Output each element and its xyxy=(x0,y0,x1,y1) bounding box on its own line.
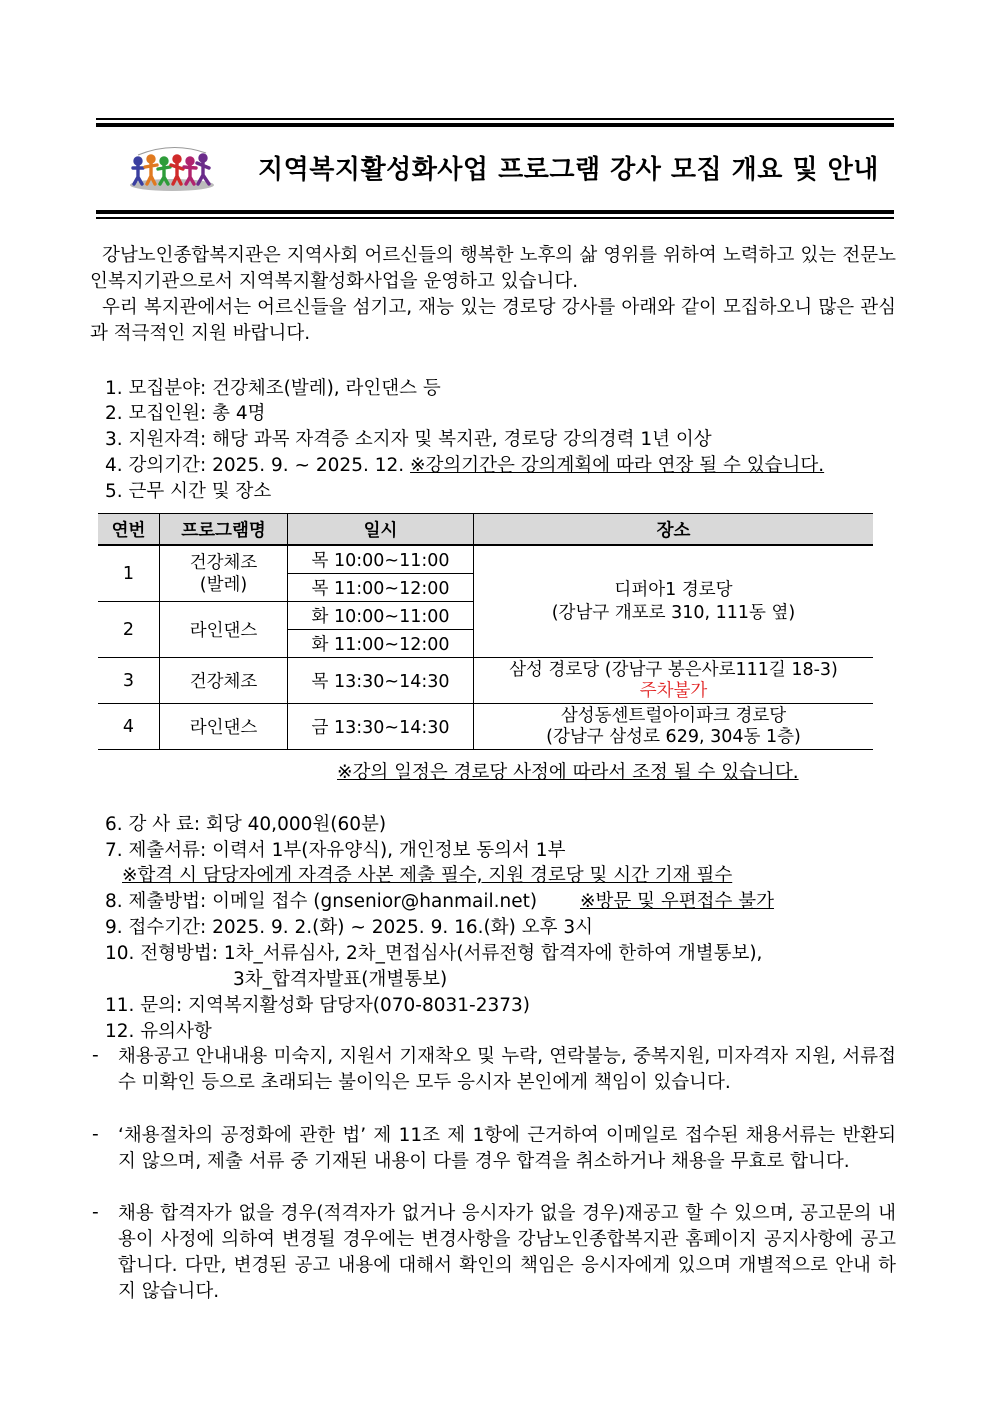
item-3: 3. 지원자격: 해당 과목 자격증 소지자 및 복지관, 경로당 강의경력 1년 이상 xyxy=(105,429,712,450)
item-8 xyxy=(105,889,537,914)
row-4-program: 라인댄스 xyxy=(160,704,288,750)
item-10: 10. 전형방법: 1차_서류심사, 2차_면접심사(서류전형 합격자에 한하여 개별통보), xyxy=(105,943,763,964)
page-title: 지역복지활성화사업 프로그램 강사 모집 개요 및 안내 xyxy=(258,155,879,185)
item-11: 11. 문의: 지역복지활성화 담당자(070-8031-2373) xyxy=(105,995,531,1016)
row-3-place-address: 삼성 경로당 (강남구 봉은사로111길 18-3) xyxy=(509,659,838,680)
col-header-no: 연번 xyxy=(98,514,160,546)
col-header-program: 프로그램명 xyxy=(160,514,288,546)
schedule-table xyxy=(98,513,873,750)
item-4-note: ※강의기간은 강의계획에 따라 연장 될 수 있습니다. xyxy=(410,455,825,476)
item-7: 7. 제출서류: 이력서 1부(자유양식), 개인정보 동의서 1부 xyxy=(105,840,566,861)
notice-3: 채용 합격자가 없을 경우(적격자가 없거나 응시자가 없을 경우)재공고 할 수 있으며, 공고문의 내용이 사정에 의하여 변경될 경우에는 변경사항을 강남노인종합복지관 홈페이지 공지사항에 공고 합니다. 다만, 변경된 공고 내용에 대해서 확인의 책임은 응시자에게 있으며 개별적으로 안내 하지 않습니다. xyxy=(118,1203,896,1302)
item-10-cont: 3차_합격자발표(개별통보) xyxy=(233,969,448,990)
item-8-note: ※방문 및 우편접수 불가 xyxy=(580,891,774,912)
intro-section xyxy=(90,243,896,347)
email-link[interactable]: gnsenior@hanmail.net xyxy=(320,891,530,912)
row-2-program: 라인댄스 xyxy=(160,602,288,658)
row-1-time-1: 목 10:00~11:00 xyxy=(288,545,474,574)
item-2: 2. 모집인원: 총 4명 xyxy=(105,403,266,424)
table-row xyxy=(98,704,873,750)
item-12: 12. 유의사항 xyxy=(105,1021,212,1042)
notice-2: ‘채용절차의 공정화에 관한 법’ 제 11조 제 1항에 근거하여 이메일로 접수된 채용서류는 반환되지 않으며, 제출 서류 중 기재된 내용이 다를 경우 합격을 취소하거나 채용을 무효로 합니다. xyxy=(118,1125,896,1172)
table-row xyxy=(98,658,873,704)
row-3-program: 건강체조 xyxy=(160,658,288,704)
row-4-no: 4 xyxy=(98,704,160,750)
row-1-time-2: 목 11:00~12:00 xyxy=(288,574,474,602)
row-1-2-place: 디퍼아1 경로당 (강남구 개포로 310, 111동 옆) xyxy=(474,545,874,658)
item-6: 6. 강 사 료: 회당 40,000원(60분) xyxy=(105,814,387,835)
table-row xyxy=(98,545,873,574)
notice-1: 채용공고 안내내용 미숙지, 지원서 기재착오 및 누락, 연락불능, 중복지원, 미자격자 지원, 서류접수 미확인 등으로 초래되는 불이익은 모두 응시자 본인에게 책임이 있습니다. xyxy=(118,1046,896,1093)
header-bottom-rule-thick xyxy=(96,210,894,214)
intro-paragraph-2: 우리 복지관에서는 어르신들을 섬기고, 재능 있는 경로당 강사를 아래와 같이 모집하오니 많은 관심과 적극적인 지원 바랍니다. xyxy=(90,297,896,344)
row-3-time: 목 13:30~14:30 xyxy=(288,658,474,704)
organization-logo xyxy=(126,141,218,193)
row-1-program: 건강체조 (발레) xyxy=(160,545,288,602)
notice-3-dash: - xyxy=(92,1202,99,1223)
header-bottom-rule-thin xyxy=(96,217,894,219)
row-2-time-2: 화 11:00~12:00 xyxy=(288,630,474,658)
col-header-place: 장소 xyxy=(474,514,874,546)
row-3-no: 3 xyxy=(98,658,160,704)
item-1: 1. 모집분야: 건강체조(발레), 라인댄스 등 xyxy=(105,378,441,399)
row-4-place: 삼성동센트럴아이파크 경로당 (강남구 삼성로 629, 304동 1층) xyxy=(474,704,874,750)
item-8-label: 8. 제출방법: 이메일 접수 ( xyxy=(105,891,321,912)
col-header-time: 일시 xyxy=(288,514,474,546)
row-2-no: 2 xyxy=(98,602,160,658)
intro-paragraph-1: 강남노인종합복지관은 지역사회 어르신들의 행복한 노후의 삶 영위를 위하여 노력하고 있는 전문노인복지기관으로서 지역복지활성화사업을 운영하고 있습니다. xyxy=(90,245,896,292)
header-top-rule-thin xyxy=(96,118,894,120)
item-8-close: ) xyxy=(529,891,538,912)
row-1-no: 1 xyxy=(98,545,160,602)
notice-1-dash: - xyxy=(92,1045,99,1066)
item-7-note: ※합격 시 담당자에게 자격증 사본 제출 필수, 지원 경로당 및 시간 기재 필수 xyxy=(122,865,733,886)
header-top-rule-thick xyxy=(96,123,894,127)
notice-2-dash: - xyxy=(92,1124,99,1145)
item-4-period: 4. 강의기간: 2025. 9. ~ 2025. 12. xyxy=(105,455,411,476)
row-4-time: 금 13:30~14:30 xyxy=(288,704,474,750)
table-note: ※강의 일정은 경로당 사정에 따라서 조정 될 수 있습니다. xyxy=(337,762,799,783)
row-3-place xyxy=(474,658,874,704)
row-3-parking-warning: 주차불가 xyxy=(639,680,708,701)
item-9: 9. 접수기간: 2025. 9. 2.(화) ~ 2025. 9. 16.(화) 오후 3시 xyxy=(105,917,593,938)
item-5: 5. 근무 시간 및 장소 xyxy=(105,481,272,502)
row-2-time-1: 화 10:00~11:00 xyxy=(288,602,474,630)
item-4 xyxy=(105,453,824,478)
